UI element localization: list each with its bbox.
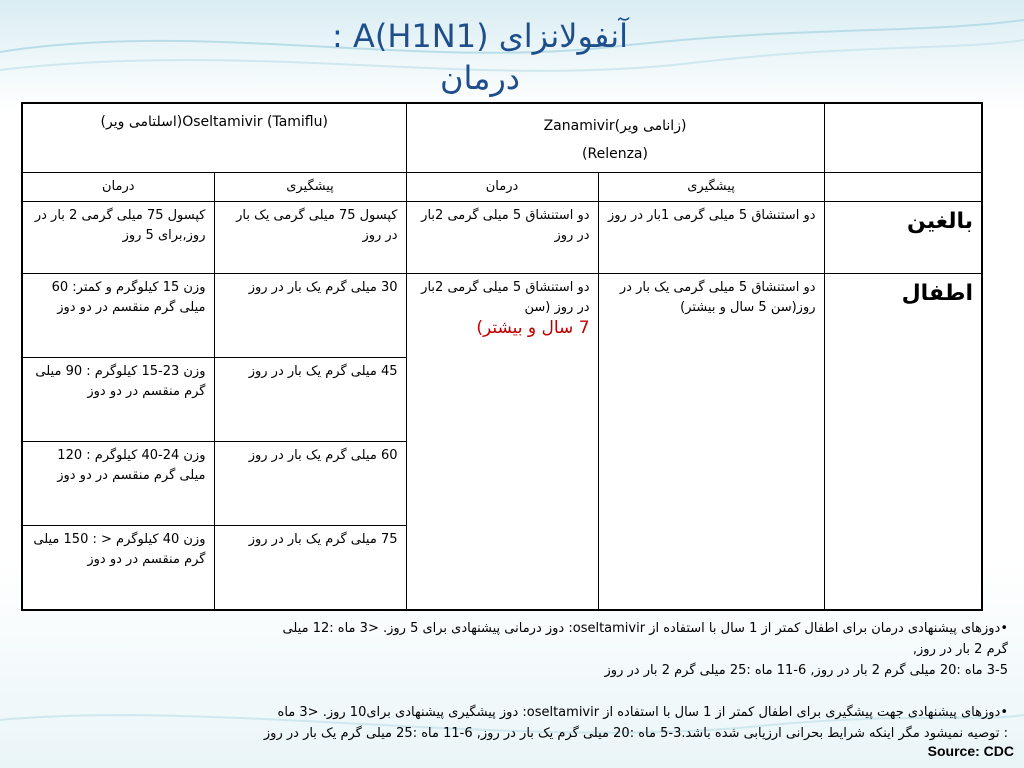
children-zanamivir-treatment [406,274,598,610]
zanamivir-prevention-header: پیشگیری [598,173,824,202]
table-row [22,103,982,173]
note-1-line-1: •دوزهای پیشنهادی درمان برای اطفال کمتر از 1 سال با استفاده از oseltamivir: دوز درمانی پیشنهادی برای 5 روز. <3 ماه :12 میلی [282,621,1008,636]
adults-oseltamivir-treatment: کپسول 75 میلی گرمی 2 بار در روز,برای 5 روز [22,202,214,274]
oseltamivir-name: (اسلتامی ویر)Oseltamivir (Tamiflu) [100,114,328,130]
table-row [22,274,982,358]
children-label: اطفال [824,274,982,610]
children-oseltamivir-treatment-1: وزن 15 کیلوگرم و کمتر: 60 میلی گرم منقسم در دو دوز [22,274,214,358]
children-oseltamivir-prevention-1: 30 میلی گرم یک بار در روز [214,274,406,358]
relenza-name: (Relenza) [582,146,648,162]
note-2-line-1: •دوزهای پیشنهادی جهت پیشگیری برای اطفال کمتر از 1 سال با استفاده از oseltamivir: دوز پیشگیری پیشنهادی برای10 روز. <3 ماه [277,705,1008,720]
oseltamivir-treatment-header: درمان [22,173,214,202]
children-oseltamivir-treatment-4: وزن 40 کیلوگرم < : 150 میلی گرم منقسم در دو دوز [22,526,214,610]
zanamivir-header [406,103,824,173]
oseltamivir-header [22,103,406,173]
note-2-line-2: : توصیه نمیشود مگر اینکه شرایط بحرانی ارزیابی شده باشد.3-5 ماه :20 میلی گرم یک بار در روز, 6-11 ماه :25 میلی گرم یک بار در روز [263,726,1008,741]
children-zanamivir-prevention: دو استنشاق 5 میلی گرمی یک بار در روز(سن 5 سال و بیشتر) [598,274,824,610]
note-1-line-2: گرم 2 بار در روز, [912,642,1008,657]
adults-label: بالغین [824,202,982,274]
zanamivir-name: Zanamivir(زانامی ویر) [543,118,687,134]
adults-zanamivir-treatment: دو استنشاق 5 میلی گرمی 2بار در روز [406,202,598,274]
oseltamivir-prevention-header: پیشگیری [214,173,406,202]
page-subtitle: درمان [439,59,521,97]
children-oseltamivir-treatment-3: وزن 24-40 کیلوگرم : 120 میلی گرم منقسم در دو دوز [22,442,214,526]
note-1-line-3: 3-5 ماه :20 میلی گرم 2 بار در روز, 6-11 ماه :25 میلی گرم 2 بار در روز [604,663,1008,678]
children-oseltamivir-treatment-2: وزن 23-15 کیلوگرم : 90 میلی گرم منقسم در دو دوز [22,358,214,442]
zanamivir-treatment-header: درمان [406,173,598,202]
adults-zanamivir-prevention: دو استنشاق 5 میلی گرمی 1بار در روز [598,202,824,274]
table-row [22,173,982,202]
children-oseltamivir-prevention-2: 45 میلی گرم یک بار در روز [214,358,406,442]
children-zanamivir-age-note: 7 سال و بیشتر) [476,318,590,338]
page-title: آنفولانزای A(H1N1) : [332,17,628,55]
children-oseltamivir-prevention-4: 75 میلی گرم یک بار در روز [214,526,406,610]
empty-corner-cell [824,103,982,173]
table-row [22,202,982,274]
source-credit: Source: CDC [927,743,1014,759]
footnotes [40,618,1008,744]
empty-sub-cell [824,173,982,202]
dosage-table [21,102,983,611]
adults-oseltamivir-prevention: کپسول 75 میلی گرمی یک بار در روز [214,202,406,274]
children-zanamivir-treatment-text: دو استنشاق 5 میلی گرمی 2بار در روز (سن [421,280,590,315]
children-oseltamivir-prevention-3: 60 میلی گرم یک بار در روز [214,442,406,526]
